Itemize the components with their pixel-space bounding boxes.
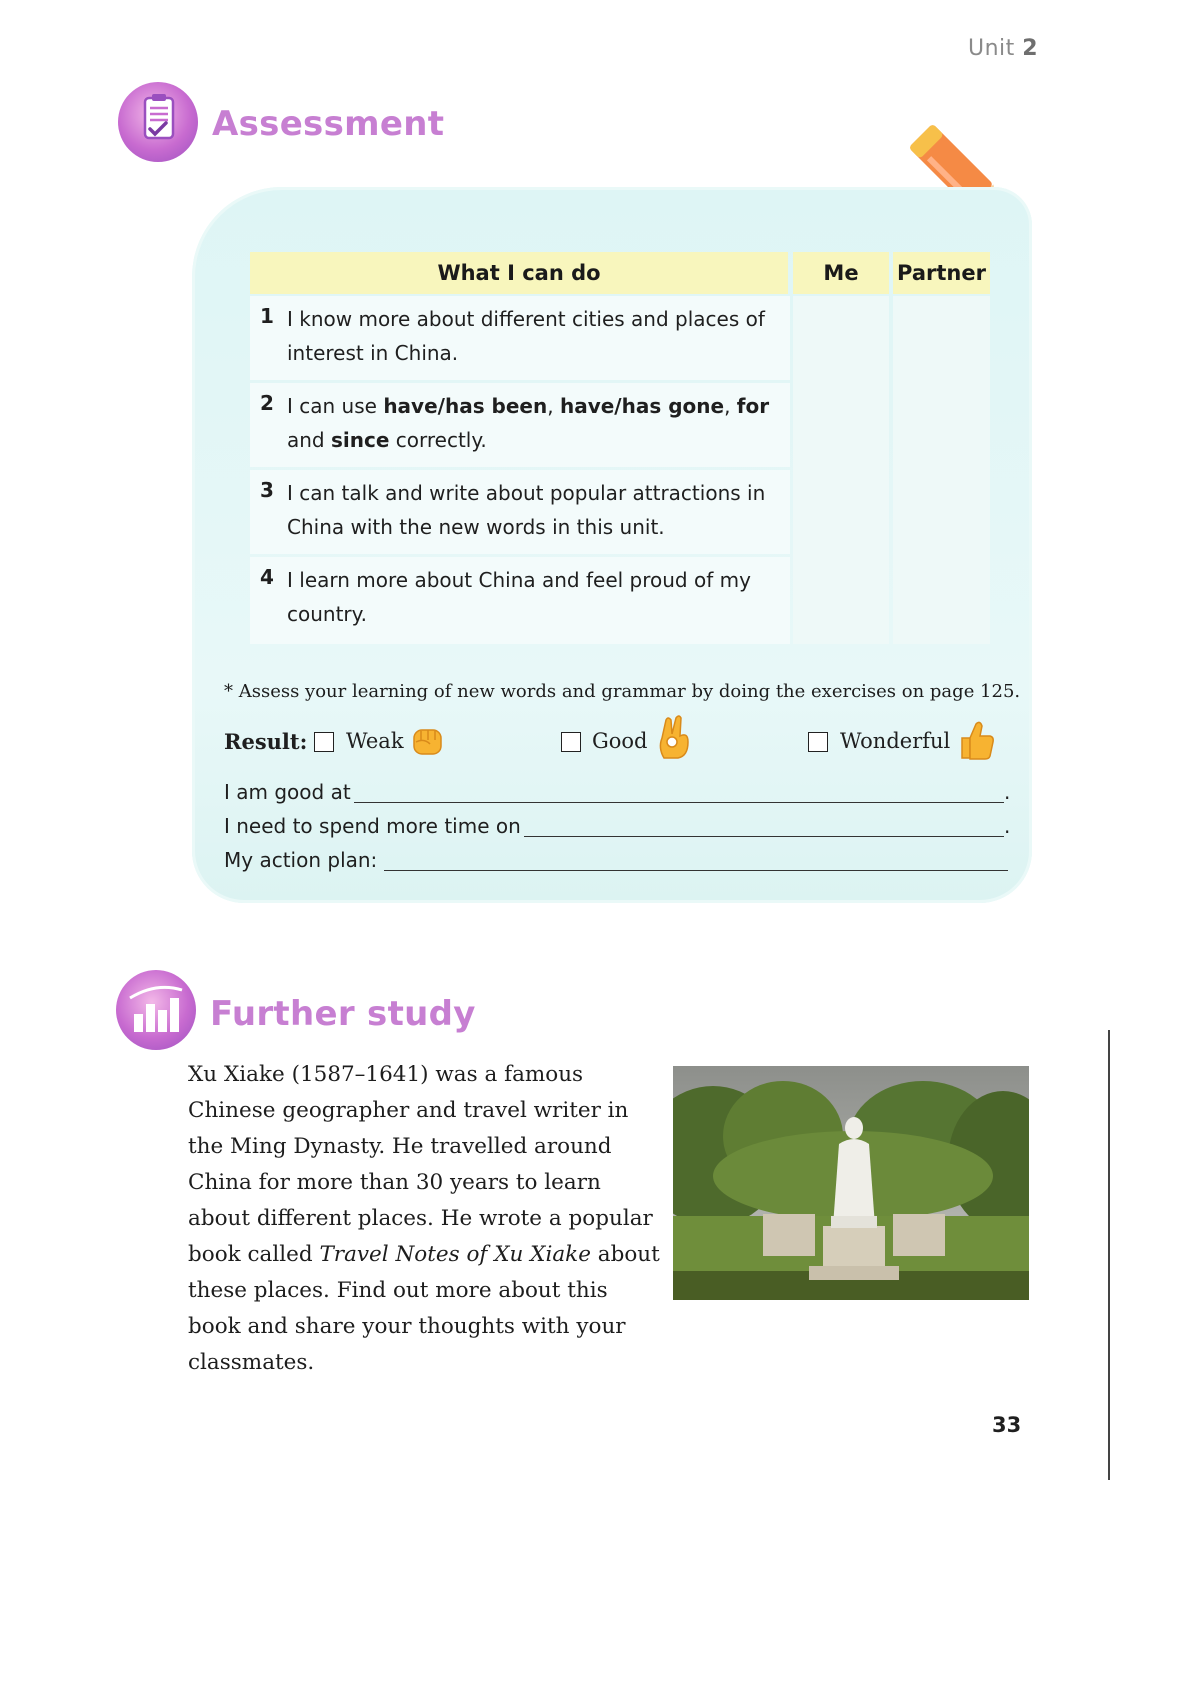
wonderful-label: Wonderful xyxy=(840,729,951,753)
period: . xyxy=(1004,780,1011,804)
table-row xyxy=(250,383,790,467)
unit-label xyxy=(968,36,1038,61)
header-what-i-can-do: What I can do xyxy=(250,252,788,294)
more-time-input-line[interactable] xyxy=(524,836,1004,837)
statue-photo xyxy=(673,1066,1029,1300)
bar-chart-icon xyxy=(116,970,196,1050)
ok-hand-icon xyxy=(656,714,692,766)
weak-checkbox[interactable] xyxy=(314,732,334,752)
good-checkbox[interactable] xyxy=(561,732,581,752)
row-number: 4 xyxy=(260,565,274,589)
unit-number: 2 xyxy=(1022,36,1039,61)
partner-column[interactable] xyxy=(893,296,990,644)
further-study-title: Further study xyxy=(210,994,476,1034)
row-text: I learn more about China and feel proud of my country. xyxy=(287,568,751,626)
table-row xyxy=(250,296,790,380)
page-edge-rule xyxy=(1108,1030,1110,1480)
row-number: 3 xyxy=(260,478,274,502)
page-number: 33 xyxy=(992,1413,1022,1437)
fist-icon xyxy=(410,720,446,764)
clipboard-check-icon xyxy=(118,82,198,162)
action-plan-label: My action plan: xyxy=(224,848,378,872)
row-number: 2 xyxy=(260,391,274,415)
assessment-note: * Assess your learning of new words and grammar by doing the exercises on page 125. xyxy=(224,681,1021,702)
unit-word: Unit xyxy=(968,36,1015,61)
weak-label: Weak xyxy=(346,729,404,753)
table-row xyxy=(250,470,790,554)
thumbs-up-icon xyxy=(956,718,996,766)
row-text: I know more about different cities and places of interest in China. xyxy=(287,307,765,365)
wonderful-checkbox[interactable] xyxy=(808,732,828,752)
further-study-text: Xu Xiake (1587–1641) was a famous Chinese geographer and travel writer in the Ming Dynasty. He travelled around China for more than 30 years to learn about different places. He wrote a popular book called Travel Notes of Xu Xiake about these places. Find out more about this book and share your thoughts with your classmates. xyxy=(188,1062,660,1375)
result-label: Result: xyxy=(224,729,308,754)
good-label: Good xyxy=(592,729,648,753)
more-time-label: I need to spend more time on xyxy=(224,814,521,838)
action-plan-input-line[interactable] xyxy=(384,870,1008,871)
me-column[interactable] xyxy=(793,296,889,644)
row-text: I can use have/has been, have/has gone, for and since correctly. xyxy=(287,394,770,452)
good-at-label: I am good at xyxy=(224,780,351,804)
assessment-title: Assessment xyxy=(212,104,445,144)
period: . xyxy=(1004,814,1011,838)
good-at-input-line[interactable] xyxy=(354,802,1004,803)
header-partner: Partner xyxy=(893,252,990,294)
row-text: I can talk and write about popular attractions in China with the new words in this unit. xyxy=(287,481,766,539)
table-row xyxy=(250,557,790,644)
row-number: 1 xyxy=(260,304,274,328)
header-me: Me xyxy=(793,252,889,294)
